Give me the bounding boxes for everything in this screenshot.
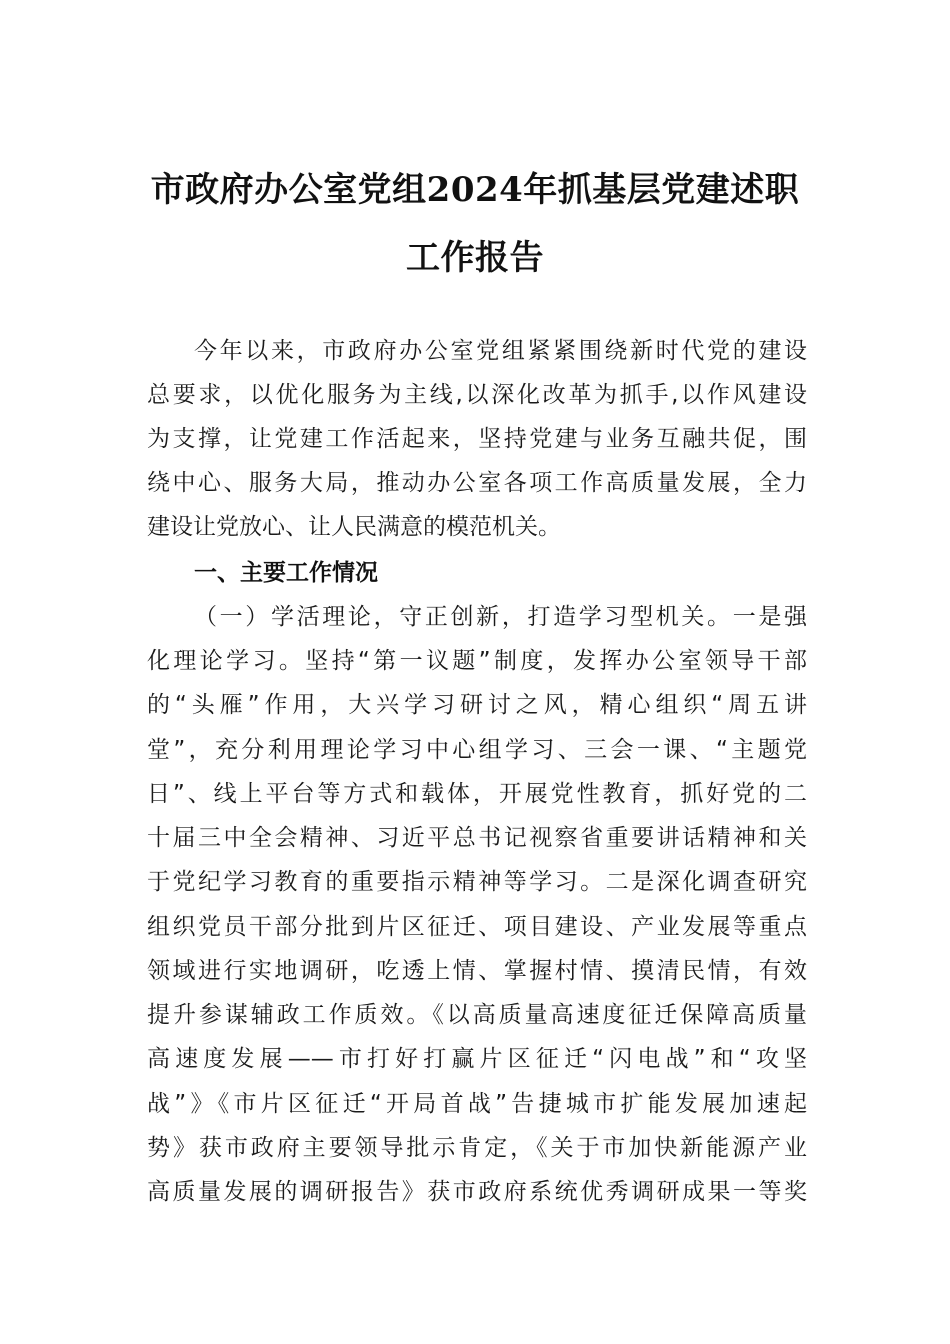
section-paragraph-line: 战”》《市片区征迁“开局首战”告捷城市扩能发展加速起 (147, 1091, 807, 1117)
section-paragraph-line: 高速度发展——市打好打赢片区征迁“闪电战”和“攻坚 (147, 1046, 807, 1072)
section-paragraph-line: 高质量发展的调研报告》获市政府系统优秀调研成果一等奖 (147, 1179, 807, 1205)
section-paragraph-line: （一）学活理论，守正创新，打造学习型机关。一是强 (194, 604, 807, 630)
section-paragraph-line: 于党纪学习教育的重要指示精神等学习。二是深化调查研究 (147, 869, 807, 895)
intro-paragraph-line: 绕中心、服务大局，推动办公室各项工作高质量发展，全力 (147, 470, 807, 496)
section-paragraph-line: 领域进行实地调研，吃透上情、掌握村情、摸清民情，有效 (147, 958, 807, 984)
section-paragraph-line: 化理论学习。坚持“第一议题”制度，发挥办公室领导干部 (147, 648, 807, 674)
section-paragraph-line: 势》获市政府主要领导批示肯定，《关于市加快新能源产业 (147, 1135, 807, 1161)
section-paragraph-line: 日”、线上平台等方式和载体，开展党性教育，抓好党的二 (147, 781, 807, 807)
section-paragraph-line: 的“头雁”作用，大兴学习研讨之风，精心组织“周五讲 (147, 692, 807, 718)
document-title-line-2: 工作报告 (406, 238, 544, 278)
document-title-line-1: 市政府办公室党组2024年抓基层党建述职 (150, 170, 800, 210)
section-paragraph-line: 堂”，充分利用理论学习中心组学习、三会一课、“主题党 (147, 737, 807, 763)
section-paragraph-line: 提升参谋辅政工作质效。《以高质量高速度征迁保障高质量 (147, 1002, 807, 1028)
section-heading: 一、主要工作情况 (194, 560, 378, 586)
intro-paragraph-line: 今年以来，市政府办公室党组紧紧围绕新时代党的建设 (194, 338, 807, 364)
section-paragraph-line: 十届三中全会精神、习近平总书记视察省重要讲话精神和关 (147, 825, 807, 851)
intro-paragraph-line: 总要求，以优化服务为主线,以深化改革为抓手,以作风建设 (147, 382, 807, 408)
intro-paragraph-line: 建设让党放心、让人民满意的模范机关。 (147, 514, 561, 540)
section-paragraph-line: 组织党员干部分批到片区征迁、项目建设、产业发展等重点 (147, 914, 807, 940)
intro-paragraph-line: 为支撑，让党建工作活起来，坚持党建与业务互融共促，围 (147, 426, 807, 452)
